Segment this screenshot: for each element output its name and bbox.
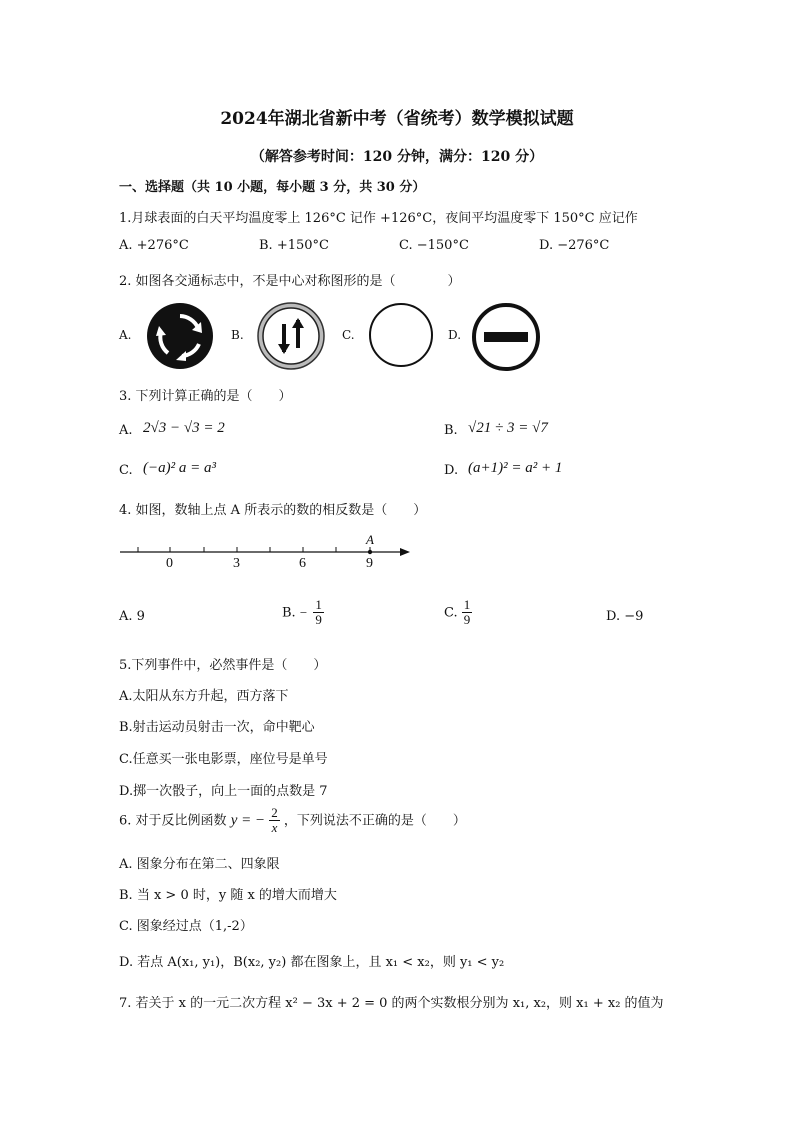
point-a-marker [368, 550, 372, 554]
page-title: 2024年湖北省新中考（省统考）数学模拟试题 [220, 109, 574, 129]
question-4-option-b-fraction [313, 598, 324, 628]
question-6-option-b: B. 当 x > 0 时，y 随 x 的增大而增大 [119, 888, 337, 903]
question-6-stem [119, 806, 466, 836]
question-6-function: y = − [230, 812, 266, 829]
question-5-option-b: B.射击运动员射击一次，命中靶心 [119, 720, 315, 735]
question-2-label-d: D. [448, 328, 462, 342]
section-heading: 一、选择题（共 10 小题，每小题 3 分，共 30 分） [119, 180, 426, 195]
roundabout-sign-icon [146, 302, 214, 370]
question-5-option-c: C.任意买一张电影票，座位号是单号 [119, 752, 328, 767]
fraction-numerator: 1 [463, 597, 471, 612]
question-3-label-b: B. [444, 423, 458, 438]
question-3-option-a: 2√3 − √3 = 2 [143, 420, 225, 436]
question-4-option-d: D. −9 [606, 609, 644, 624]
number-line-tick-3: 3 [233, 556, 240, 571]
question-6-stem-suffix: ，下列说法不正确的是（ ） [283, 813, 466, 829]
number-line-point-label: A [366, 532, 374, 547]
question-4-option-a: A. 9 [119, 609, 145, 624]
question-3-option-d: (a+1)² = a² + 1 [468, 460, 563, 476]
fraction-denominator: x [271, 820, 278, 836]
question-1-option-d: D. −276°C [539, 238, 610, 253]
fraction-numerator: 2 [271, 805, 278, 820]
question-3-label-d: D. [444, 463, 459, 478]
empty-circle-sign-icon [368, 302, 434, 368]
question-2-label-a: A. [119, 328, 132, 342]
question-3-label-c: C. [119, 463, 133, 478]
question-5-option-d: D.掷一次骰子，向上一面的点数是 7 [119, 784, 328, 799]
question-7-stem: 7. 若关于 x 的一元二次方程 x² − 3x + 2 = 0 的两个实数根分别为 x₁, x₂，则 x₁ + x₂ 的值为 [119, 996, 664, 1011]
question-4-option-b-label: B. [282, 605, 296, 621]
fraction-numerator: 1 [315, 597, 322, 612]
question-6-option-c: C. 图象经过点（1,-2） [119, 919, 253, 934]
number-line-tick-9: 9 [366, 556, 373, 571]
question-1-stem: 1.月球表面的白天平均温度零上 126°C 记作 +126°C，夜间平均温度零下 150°C 应记作 [119, 211, 638, 226]
question-3-option-c: (−a)² a = a³ [143, 460, 216, 476]
number-line-tick-6: 6 [299, 556, 306, 571]
question-2-stem: 2. 如图各交通标志中，不是中心对称图形的是（ ） [119, 274, 461, 289]
question-4-option-c-label: C. [444, 605, 458, 621]
question-4-stem: 4. 如图，数轴上点 A 所表示的数的相反数是（ ） [119, 503, 427, 518]
question-5-stem: 5.下列事件中，必然事件是（ ） [119, 658, 327, 673]
question-3-label-a: A. [119, 423, 133, 438]
question-1-option-b: B. +150°C [259, 238, 329, 253]
fraction-denominator: 9 [463, 612, 471, 628]
question-3-stem: 3. 下列计算正确的是（ ） [119, 389, 292, 404]
question-6-fraction [269, 806, 280, 836]
question-4-option-b [282, 598, 324, 628]
question-2-label-b: B. [231, 328, 244, 342]
question-1-option-c: C. −150°C [399, 238, 469, 253]
question-2-label-c: C. [342, 328, 355, 342]
page-subtitle: （解答参考时间：120 分钟，满分：120 分） [250, 149, 544, 165]
question-6-option-d: D. 若点 A(x₁, y₁)，B(x₂, y₂) 都在图象上，且 x₁ < x₂，则 y₁ < y₂ [119, 955, 505, 970]
question-3-option-b: √21 ÷ 3 = √7 [468, 420, 548, 436]
question-6-option-a: A. 图象分布在第二、四象限 [119, 857, 280, 872]
question-1-option-a: A. +276°C [119, 238, 189, 253]
number-line-tick-0: 0 [166, 556, 173, 571]
question-4-option-b-sign: − [299, 604, 308, 620]
no-entry-sign-icon [471, 302, 541, 372]
two-way-traffic-sign-icon [257, 302, 325, 370]
question-4-option-c-fraction [462, 598, 473, 628]
fraction-denominator: 9 [315, 612, 322, 628]
question-4-option-c [444, 598, 472, 628]
question-6-stem-prefix: 6. 对于反比例函数 [119, 813, 227, 829]
question-5-option-a: A.太阳从东方升起，西方落下 [119, 689, 289, 704]
